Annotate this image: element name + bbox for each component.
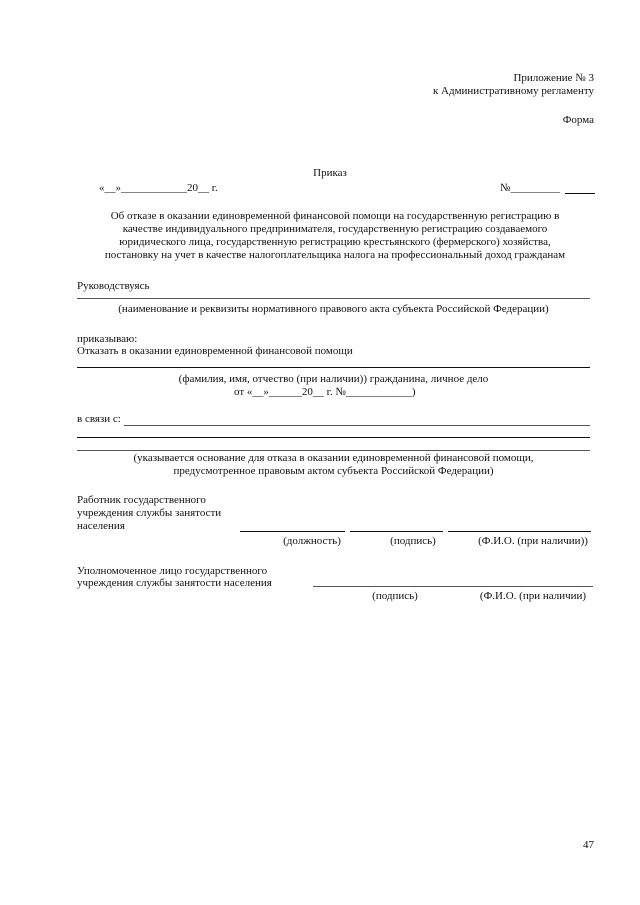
citizen-name-line <box>77 367 590 368</box>
reason-label: в связи с: <box>77 413 121 425</box>
signature-line <box>350 531 443 532</box>
decree-label: приказываю: <box>77 333 138 345</box>
order-subject <box>60 210 610 262</box>
authorized-signature-caption: (подпись) <box>372 590 418 602</box>
employee-title-line: учреждения службы занятости <box>77 507 222 519</box>
decree-text: Отказать в оказании единовременной финансовой помощи <box>77 345 353 357</box>
reason-line-2 <box>77 437 590 438</box>
order-number-line <box>565 193 595 194</box>
authorized-title-line: учреждения службы занятости населения <box>77 577 272 589</box>
subject-line: юридического лица, государственную регистрацию крестьянского (фермерского) хозяйства, <box>119 236 551 248</box>
guided-caption: (наименование и реквизиты нормативного правового акта субъекта Российской Федерации) <box>118 303 549 315</box>
reason-line-1 <box>124 425 590 426</box>
citizen-caption: (фамилия, имя, отчество (при наличии)) гражданина, личное дело <box>178 373 489 385</box>
regulation-reference: к Административному регламенту <box>432 85 594 97</box>
subject-line: качестве индивидуального предпринимателя, государственную регистрацию создаваемого <box>122 223 548 235</box>
authorized-name-caption: (Ф.И.О. (при наличии) <box>479 590 587 602</box>
reason-caption-1: (указывается основание для отказа в оказании единовременной финансовой помощи, <box>133 452 534 464</box>
employee-title-line: Работник государственного <box>77 494 206 506</box>
reason-line-3 <box>77 450 590 451</box>
position-caption: (должность) <box>283 535 341 547</box>
guided-fill-line <box>77 298 590 299</box>
guided-label: Руководствуясь <box>77 280 150 292</box>
signature-caption: (подпись) <box>390 535 436 547</box>
name-caption: (Ф.И.О. (при наличии)) <box>478 535 588 547</box>
order-number: №_________ <box>500 182 560 194</box>
position-line <box>240 531 345 532</box>
page-number: 47 <box>583 839 594 851</box>
form-label: Форма <box>562 114 594 126</box>
authorized-signature-line <box>313 586 593 587</box>
subject-line: Об отказе в оказании единовременной финансовой помощи на государственную регистрацию в <box>110 210 560 222</box>
subject-line: постановку на учет в качестве налогоплательщика налога на профессиональный доход гражданам <box>104 249 566 261</box>
appendix-title: Приложение № 3 <box>513 72 594 84</box>
order-title: Приказ <box>313 167 347 179</box>
case-reference: от «__»______20__ г. №____________) <box>234 386 416 398</box>
employee-title-line: населения <box>77 520 125 532</box>
reason-caption-2: предусмотренное правовым актом субъекта Российской Федерации) <box>173 465 494 477</box>
authorized-title-line: Уполномоченное лицо государственного <box>77 565 268 577</box>
order-date: «__»____________20__ г. <box>99 182 218 194</box>
name-line <box>448 531 591 532</box>
